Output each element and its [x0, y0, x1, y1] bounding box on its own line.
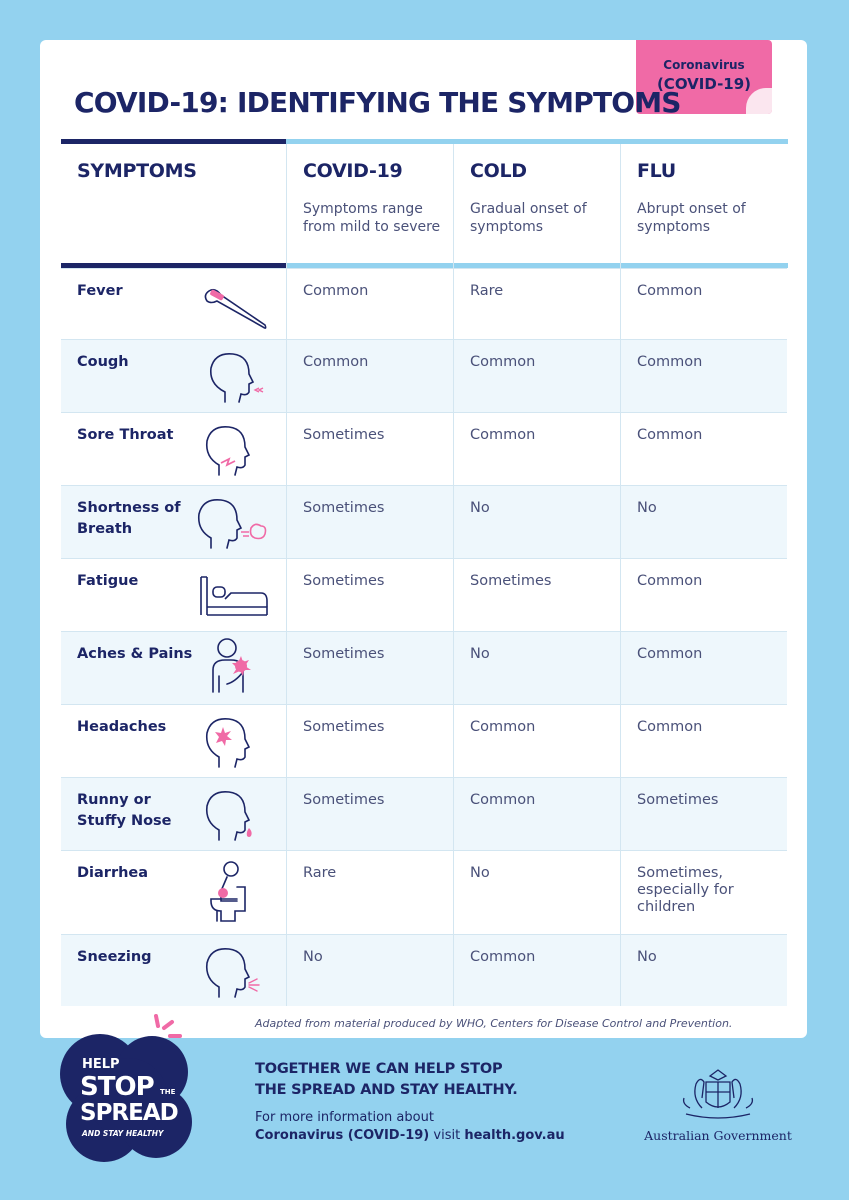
header-covid-sub: Symptoms range from mild to severe — [303, 201, 441, 235]
table-row — [61, 268, 787, 339]
flu-value: Common — [637, 427, 703, 443]
coat-of-arms-icon — [676, 1068, 760, 1124]
logo-the: THE — [160, 1088, 176, 1096]
logo-spread: SPREAD — [80, 1100, 178, 1126]
covid-value: No — [303, 949, 323, 965]
cold-value: Common — [470, 792, 536, 808]
flu-value: No — [637, 949, 657, 965]
table-row — [61, 339, 787, 412]
column-divider — [286, 144, 287, 1006]
aches-icon — [197, 636, 277, 700]
cold-value: Common — [470, 949, 536, 965]
cold-value: Common — [470, 354, 536, 370]
symptom-label: Shortness of Breath — [77, 500, 181, 537]
flu-value: No — [637, 500, 657, 516]
symptom-label: Fatigue — [77, 573, 139, 589]
table-row — [61, 934, 787, 1006]
symptom-label: Diarrhea — [77, 865, 149, 881]
footer-headline-2: THE SPREAD AND STAY HEALTHY. — [255, 1082, 518, 1098]
bed-icon — [197, 563, 277, 627]
cold-value: No — [470, 646, 490, 662]
covid-value: Rare — [303, 865, 337, 881]
page-title: COVID-19: IDENTIFYING THE SYMPTOMS — [74, 86, 681, 119]
cold-value: Sometimes — [470, 573, 552, 589]
logo-tagline: AND STAY HEALTHY — [82, 1129, 164, 1138]
header-covid: COVID-19 — [303, 160, 403, 182]
runny-nose-icon — [197, 782, 277, 846]
covid-value: Sometimes — [303, 719, 385, 735]
covid-value: Sometimes — [303, 573, 385, 589]
header-top-bar-dark — [61, 139, 286, 144]
flu-value: Sometimes — [637, 792, 719, 808]
table-row — [61, 704, 787, 777]
thermometer-icon — [197, 273, 277, 337]
symptom-label: Runny or Stuffy Nose — [77, 792, 172, 829]
footer-info-visit: visit — [433, 1128, 461, 1143]
header-top-bar-light — [286, 139, 788, 144]
header-cold: COLD — [470, 160, 527, 182]
sneeze-icon — [197, 939, 277, 1003]
headache-icon — [197, 709, 277, 773]
cough-icon — [197, 344, 277, 408]
footer-info-line: For more information about — [255, 1110, 434, 1125]
footer-info-bold: Coronavirus (COVID-19) — [255, 1128, 430, 1143]
flu-value: Common — [637, 283, 703, 299]
header-flu-sub: Abrupt onset of symptoms — [637, 201, 746, 235]
cold-value: Common — [470, 719, 536, 735]
symptom-label: Headaches — [77, 719, 167, 735]
column-divider — [620, 144, 621, 1006]
flu-value: Common — [637, 573, 703, 589]
flu-value: Sometimes, especially for children — [637, 865, 734, 915]
cold-value: No — [470, 500, 490, 516]
flu-value: Common — [637, 646, 703, 662]
table-row — [61, 777, 787, 850]
badge-line-1: Coronavirus — [663, 58, 745, 72]
footer-url-link[interactable]: health.gov.au — [464, 1128, 565, 1143]
logo-help: HELP — [82, 1057, 120, 1072]
logo-stop: STOP — [80, 1072, 154, 1102]
symptom-label: Aches & Pains — [77, 646, 193, 662]
symptom-label: Sneezing — [77, 949, 152, 965]
footer-info-link-line — [255, 1128, 565, 1143]
covid-value: Common — [303, 283, 369, 299]
covid-value: Sometimes — [303, 646, 385, 662]
table-row — [61, 558, 787, 631]
table-row — [61, 485, 787, 558]
cold-value: Rare — [470, 283, 504, 299]
symptom-label: Fever — [77, 283, 123, 299]
breath-icon — [197, 490, 277, 554]
covid-value: Common — [303, 354, 369, 370]
covid-value: Sometimes — [303, 500, 385, 516]
badge-line-2: (COVID-19) — [656, 75, 752, 93]
header-cold-sub: Gradual onset of symptoms — [470, 201, 587, 235]
help-stop-the-spread-logo — [48, 1012, 208, 1172]
table-row — [61, 631, 787, 704]
header-flu: FLU — [637, 160, 676, 182]
flu-value: Common — [637, 354, 703, 370]
symptom-label: Cough — [77, 354, 129, 370]
source-credit: Adapted from material produced by WHO, Centers for Disease Control and Prevention. — [255, 1017, 733, 1030]
covid-value: Sometimes — [303, 427, 385, 443]
symptom-label: Sore Throat — [77, 427, 174, 443]
header-symptoms: SYMPTOMS — [77, 160, 197, 182]
cold-value: Common — [470, 427, 536, 443]
table-row — [61, 850, 787, 934]
flu-value: Common — [637, 719, 703, 735]
government-name: Australian Government — [644, 1128, 792, 1143]
sore-throat-icon — [197, 417, 277, 481]
table-row — [61, 412, 787, 485]
cold-value: No — [470, 865, 490, 881]
footer-headline-1: TOGETHER WE CAN HELP STOP — [255, 1061, 503, 1077]
covid-value: Sometimes — [303, 792, 385, 808]
column-divider — [453, 144, 454, 1006]
toilet-icon — [197, 855, 277, 929]
